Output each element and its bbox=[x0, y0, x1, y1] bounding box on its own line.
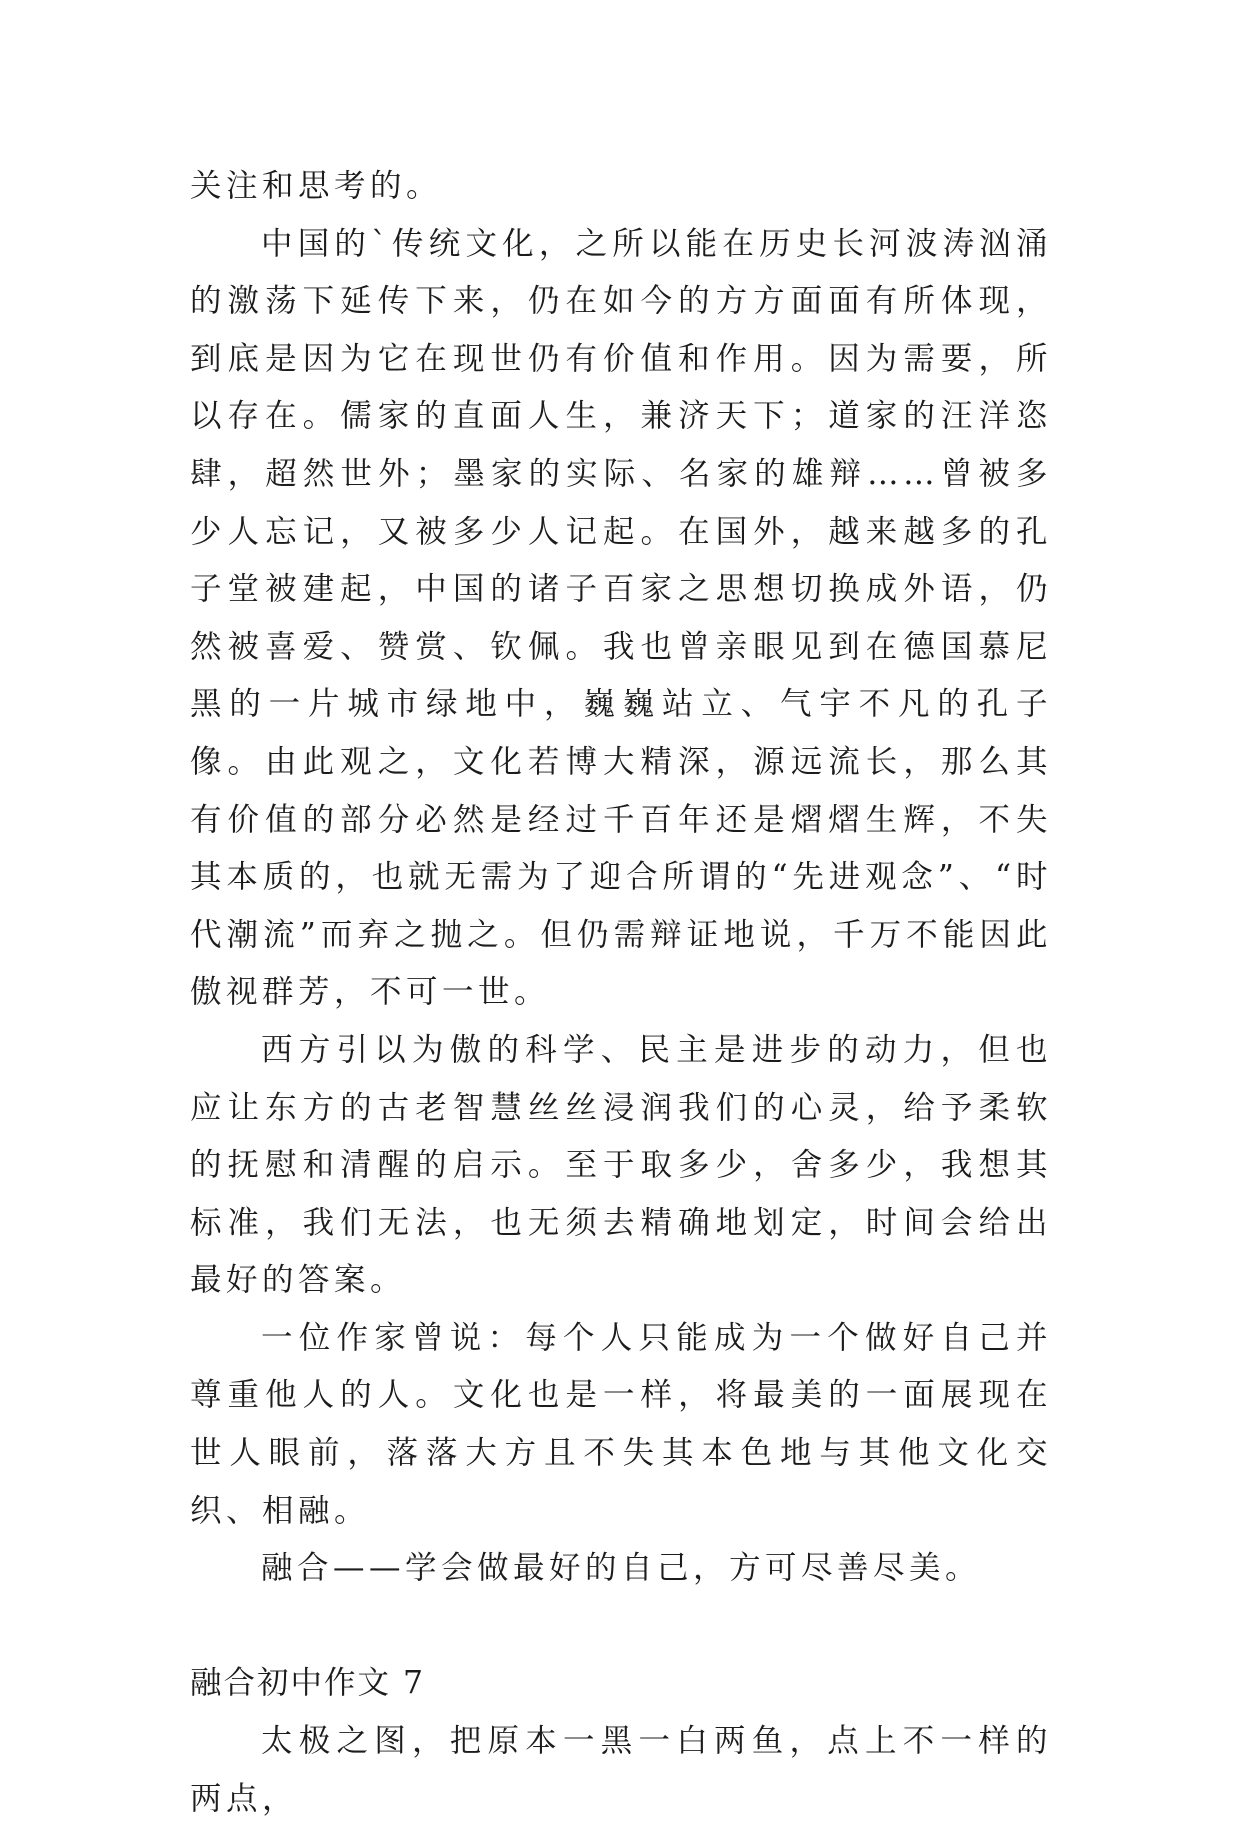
paragraph-5: 融合——学会做最好的自己，方可尽善尽美。 bbox=[261, 1550, 982, 1587]
section-first-paragraph: 太极之图，把原本一黑一白两鱼，点上不一样的两点， bbox=[190, 1723, 1052, 1817]
section-heading: 融合初中作文 7 bbox=[190, 1665, 426, 1702]
paragraph-1: 关注和思考的。 bbox=[190, 168, 443, 204]
document-body bbox=[190, 158, 1052, 1828]
paragraph-2: 中国的`传统文化，之所以能在历史长河波涛汹涌的激荡下延传下来，仍在如今的方方面面有所体现，到底是因为它在现世仍有价值和作用。因为需要，所以存在。儒家的直面人生，兼济天下；道家的汪洋恣肆，超然世外；墨家的实际、名家的雄辩……曾被多少人忘记，又被多少人记起。在国外，越来越多的孔子堂被建起，中国的诸子百家之思想切换成外语，仍然被喜爱、赞赏、钦佩。我也曾亲眼见到在德国慕尼黑的一片城市绿地中，巍巍站立、气宇不凡的孔子像。由此观之，文化若博大精深，源远流长，那么其有价值的部分必然是经过千百年还是熠熠生辉，不失其本质的，也就无需为了迎合所谓的“先进观念”、“时代潮流”而弃之抛之。但仍需辩证地说，千万不能因此傲视群芳，不可一世。 bbox=[190, 225, 1052, 1011]
paragraph-4: 一位作家曾说：每个人只能成为一个做好自己并尊重他人的人。文化也是一样，将最美的一面展现在世人眼前，落落大方且不失其本色地与其他文化交织、相融。 bbox=[190, 1319, 1052, 1529]
paragraph-3: 西方引以为傲的科学、民主是进步的动力，但也应让东方的古老智慧丝丝浸润我们的心灵，给予柔软的抚慰和清醒的启示。至于取多少，舍多少，我想其标准，我们无法，也无须去精确地划定，时间会给出最好的答案。 bbox=[190, 1031, 1052, 1299]
